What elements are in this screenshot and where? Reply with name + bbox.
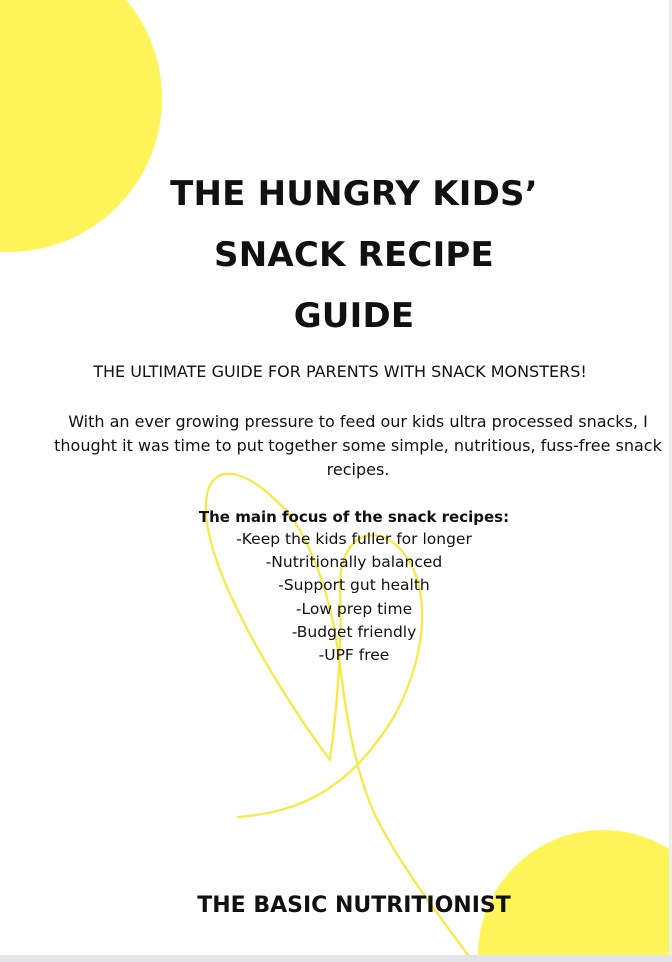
focus-item-budget: -Budget friendly [291,622,417,641]
focus-item-gut-health: -Support gut health [278,576,430,595]
focus-item-upf-free: -UPF free [318,646,390,665]
guide-title [0,164,672,347]
focus-item-fuller: -Keep the kids fuller for longer [236,530,472,548]
title-line-1: THE HUNGRY KIDS’ [170,174,538,214]
title-line-2: SNACK RECIPE [214,235,494,275]
focus-heading: The main focus of the snack recipes: [198,508,510,526]
focus-list [0,528,672,667]
guide-subtitle: THE ULTIMATE GUIDE FOR PARENTS WITH SNACK MONSTERS! [93,362,587,381]
page-bottom-edge [0,955,672,962]
focus-item-balanced: -Nutritionally balanced [265,553,443,572]
focus-item-low-prep: -Low prep time [295,599,413,618]
intro-paragraph: With an ever growing pressure to feed our kids ultra processed snacks, I thought it was time to put together some simple, nutritious, fuss-free snack recipes. [54,412,662,479]
title-line-3: GUIDE [293,296,415,336]
author-brand: THE BASIC NUTRITIONIST [197,893,511,918]
